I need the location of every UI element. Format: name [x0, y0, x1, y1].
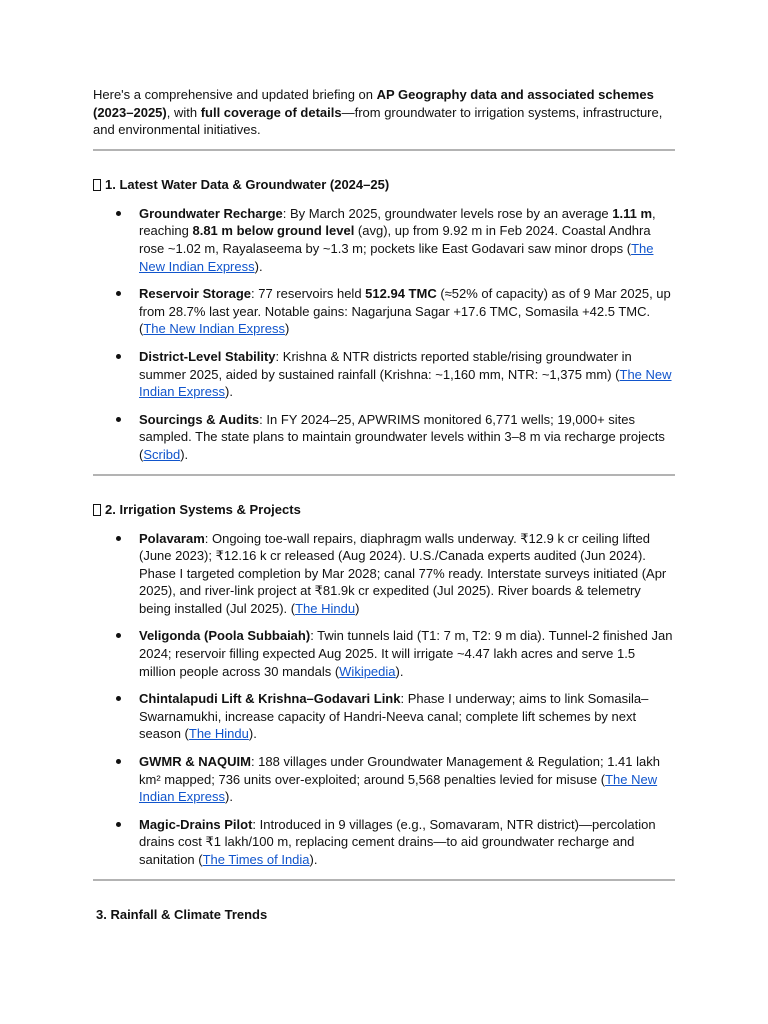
item-title: Reservoir Storage [139, 286, 251, 302]
item-title: Chintalapudi Lift & Krishna–Godavari Link [139, 691, 401, 707]
list-item [93, 348, 675, 401]
list-item [93, 753, 675, 806]
section-heading-water-data [93, 175, 675, 195]
list-item [93, 690, 675, 743]
source-link[interactable]: The Hindu [295, 600, 356, 616]
intro-paragraph [93, 86, 668, 139]
source-link[interactable]: The New Indian Express [139, 366, 672, 400]
item-text: ). [225, 789, 233, 805]
water-data-list [93, 205, 675, 464]
item-text: : 77 reservoirs held [251, 286, 366, 302]
item-title: Sourcings & Audits [139, 411, 260, 427]
list-item [93, 411, 675, 464]
item-text: : By March 2025, groundwater levels rose by an average [282, 205, 613, 221]
item-text: (≈52% of capacity) as of 9 Mar 2025, up from 28.7% last year. Notable gains: Nagarjuna Sagar +17.6 TMC, Somasila +42.5 TMC. ( [139, 286, 671, 337]
section-divider [93, 149, 675, 151]
item-bold-value: 512.94 TMC [365, 286, 437, 302]
item-text: ) [284, 321, 290, 337]
source-link[interactable]: The Hindu [188, 726, 249, 742]
source-link[interactable]: The Times of India [202, 852, 310, 867]
section-divider [93, 879, 675, 881]
irrigation-list [93, 530, 675, 869]
intro-bold-coverage: full coverage of details [200, 104, 342, 120]
source-link[interactable]: The New Indian Express [139, 771, 658, 805]
item-text: ). [395, 663, 404, 679]
item-text: ). [248, 726, 257, 742]
item-text: : 188 villages under Groundwater Management & Regulation; 1.41 lakh km² mapped; 736 units over-exploited; around 5,568 penalties levied for misuse ( [139, 754, 660, 787]
missing-glyph-icon [93, 179, 101, 191]
list-item [93, 816, 675, 869]
section-heading-rainfall [93, 905, 675, 925]
item-text: : Krishna & NTR districts reported stable/rising groundwater in summer 2025, aided by sustained rainfall (Krishna: ~1,160 mm, NTR: ~1,375 mm) ( [139, 348, 632, 382]
item-text: : Introduced in 9 villages (e.g., Somavaram, NTR district)—percolation drains cost ₹1 lakh/100 m, replacing cement drains—to aid groundwater recharge and sanitation ( [139, 816, 656, 867]
section-heading-text: 3. Rainfall & Climate Trends [96, 906, 268, 922]
list-item [93, 285, 675, 338]
item-text: : Phase I underway; aims to link Somasila–Swarnamukhi, increase capacity of Handri-Neeva canal; complete lift schemes by next season ( [139, 691, 649, 742]
item-bold-value: 8.81 m below ground level [192, 223, 355, 239]
item-bold-value: 1.11 m [612, 205, 653, 221]
list-item [93, 627, 675, 680]
section-divider [93, 474, 675, 476]
source-link[interactable]: The New Indian Express [139, 240, 654, 274]
item-text: , reaching [139, 205, 656, 239]
item-title: District-Level Stability [139, 348, 276, 364]
source-link[interactable]: Scribd [143, 446, 181, 462]
list-item [93, 205, 675, 275]
section-heading-text: 1. Latest Water Data & Groundwater (2024–25) [105, 176, 390, 192]
source-link[interactable]: The New Indian Express [143, 321, 285, 337]
item-title: GWMR & NAQUIM [139, 754, 251, 770]
source-link[interactable]: Wikipedia [339, 663, 396, 679]
document-body [93, 86, 675, 925]
section-heading-irrigation [93, 500, 675, 520]
item-text: : Twin tunnels laid (T1: 7 m, T2: 9 m dia). Tunnel-2 finished Jan 2024; reservoir filling expected Aug 2025. It will irrigate ~4.47 lakh acres and serve 1.5 million people across 30 mandals ( [139, 628, 673, 679]
item-text: ) [355, 600, 360, 616]
item-title: Veligonda (Poola Subbaiah) [139, 628, 311, 644]
item-text: : Ongoing toe-wall repairs, diaphragm walls underway. ₹12.9 k cr ceiling lifted (June 2023); ₹12.16 k cr released (Aug 2024). U.S./Canada experts audited (Jun 2024). Phase I targeted completion by Mar 2028; canal 77% ready. Interstate surveys initiated (Apr 2025), and river-link project at ₹81.9k cr expedited (Jul 2025). River boards & telemetry being installed (Jul 2025). ( [139, 530, 667, 616]
missing-glyph-icon [93, 504, 101, 516]
item-text: (avg), up from 9.92 m in Feb 2024. Coastal Andhra rose ~1.02 m, Rayalaseema by ~1.3 m; pockets like East Godavari saw minor drops ( [139, 223, 651, 256]
item-title: Polavaram [139, 530, 205, 546]
section-heading-text: 2. Irrigation Systems & Projects [105, 501, 301, 517]
item-text: : In FY 2024–25, APWRIMS monitored 6,771 wells; 19,000+ sites sampled. The state plans to maintain groundwater levels within 3–8 m via recharge projects ( [139, 411, 665, 462]
item-title: Magic-Drains Pilot [139, 816, 253, 832]
intro-text: , with [166, 104, 201, 120]
intro-text: —from groundwater to irrigation systems, infrastructure, and environmental initiatives. [93, 104, 663, 138]
item-text: ). [225, 384, 233, 400]
item-title: Groundwater Recharge [139, 205, 283, 221]
item-text: ). [309, 852, 318, 867]
item-text: ). [180, 446, 189, 462]
list-item [93, 530, 675, 618]
intro-text: Here's a comprehensive and updated briefing on [93, 87, 377, 102]
intro-bold-topic: AP Geography data and associated schemes (2023–2025) [93, 87, 654, 120]
item-text: ). [254, 258, 263, 274]
